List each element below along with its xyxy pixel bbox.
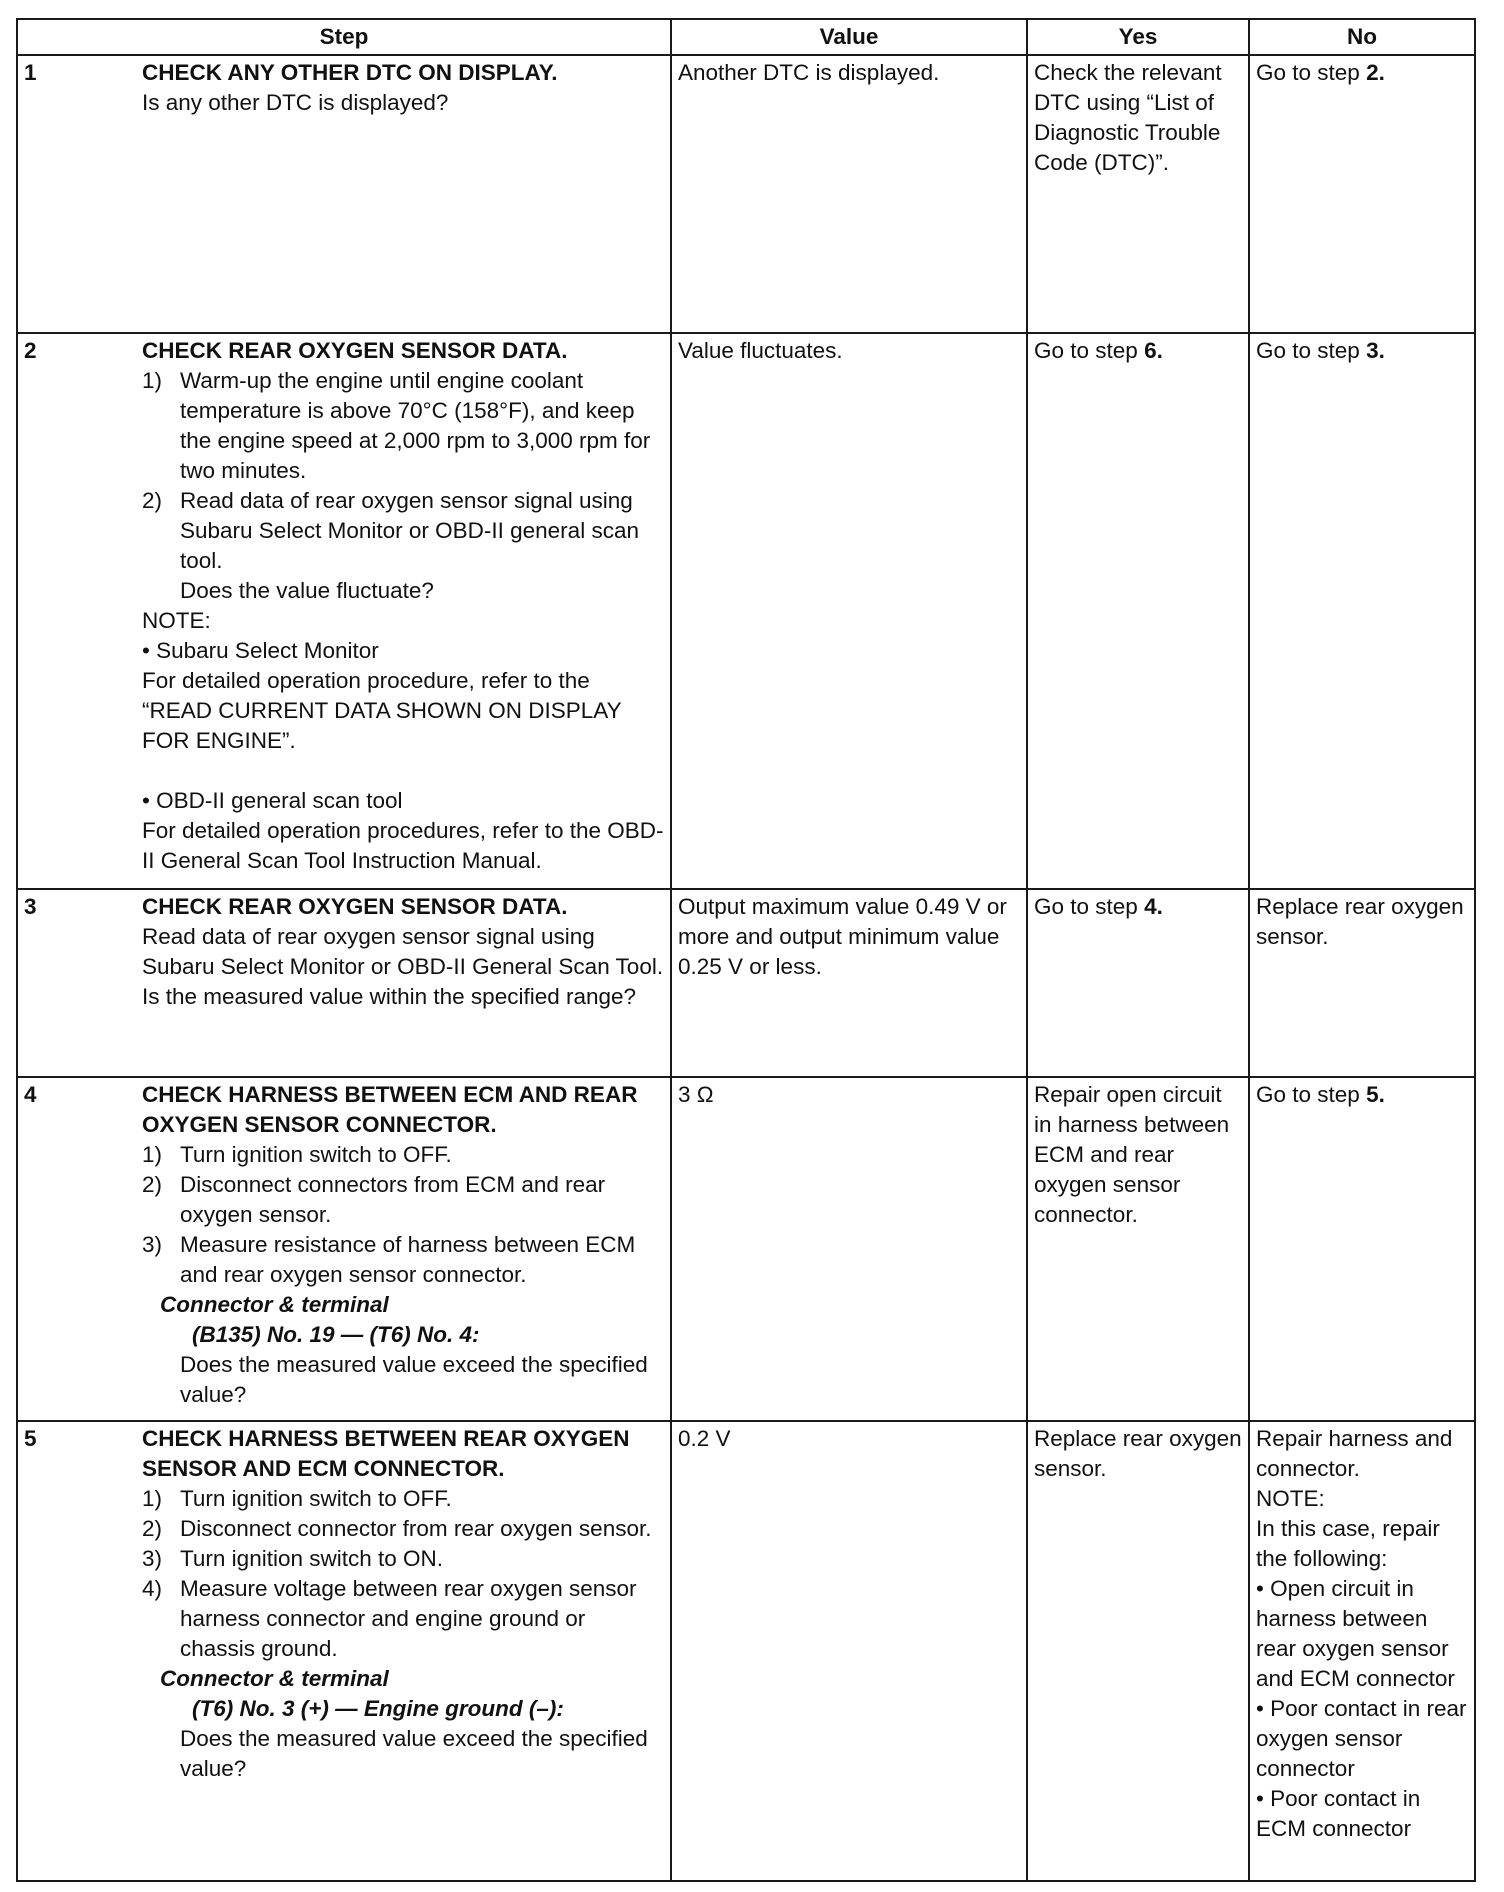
note-bullet: • Open circuit in harness between rear oxygen sensor and ECM connector [1256, 1576, 1455, 1691]
table-row [17, 1077, 1475, 1421]
connector-label: Connector & terminal [160, 1666, 389, 1691]
step-title: CHECK ANY OTHER DTC ON DISPLAY. [142, 60, 558, 85]
list-item: 2) Read data of rear oxygen sensor signal using Subaru Select Monitor or OBD-II general scan tool. [142, 488, 639, 573]
yes-step: 4. [1144, 894, 1163, 919]
list-item: 1) Turn ignition switch to OFF. [142, 1486, 452, 1511]
yes-cell: Go to step 6. [1027, 333, 1249, 889]
connector-value: (T6) No. 3 (+) — Engine ground (–): [192, 1696, 564, 1721]
note-bullet: • Poor contact in ECM connector [1256, 1786, 1421, 1841]
connector-value: (B135) No. 19 — (T6) No. 4: [192, 1322, 480, 1347]
yes-cell: Check the relevant DTC using “List of Diagnostic Trouble Code (DTC)”. [1027, 55, 1249, 333]
table-row [17, 333, 1475, 889]
table-row [17, 889, 1475, 1077]
yes-step: 6. [1144, 338, 1163, 363]
table-row [17, 55, 1475, 333]
note-text: For detailed operation procedures, refer to the OBD-II General Scan Tool Instruction Manual. [142, 818, 664, 873]
step-cell [17, 55, 671, 333]
note-title: • OBD-II general scan tool [142, 788, 403, 813]
list-item: 1) Warm-up the engine until engine coolant temperature is above 70°C (158°F), and keep the engine speed at 2,000 rpm to 3,000 rpm for two minutes. [142, 368, 651, 483]
note-block [24, 606, 664, 876]
header-row [17, 19, 1475, 55]
note-title: • Subaru Select Monitor [142, 638, 379, 663]
step-number: 4 [24, 1082, 37, 1107]
yes-cell: Repair open circuit in harness between ECM and rear oxygen sensor connector. [1027, 1077, 1249, 1421]
yes-cell: Replace rear oxygen sensor. [1027, 1421, 1249, 1881]
step-question: Does the measured value exceed the specified value? [180, 1352, 648, 1407]
step-cell [17, 889, 671, 1077]
list-item: 4) Measure voltage between rear oxygen sensor harness connector and engine ground or chassis ground. [142, 1576, 637, 1661]
step-title: CHECK HARNESS BETWEEN ECM AND REAR OXYGEN SENSOR CONNECTOR. [142, 1082, 638, 1137]
no-main: Repair harness and connector. [1256, 1426, 1453, 1481]
step-number: 3 [24, 894, 37, 919]
step-cell [17, 333, 671, 889]
value-cell: 0.2 V [671, 1421, 1027, 1881]
value-cell: Output maximum value 0.49 V or more and output minimum value 0.25 V or less. [671, 889, 1027, 1077]
list-item: 3) Turn ignition switch to ON. [142, 1546, 444, 1571]
step-text: Read data of rear oxygen sensor signal using Subaru Select Monitor or OBD-II General Scan Tool. [142, 924, 664, 979]
note-text: For detailed operation procedure, refer to the “READ CURRENT DATA SHOWN ON DISPLAY FOR ENGINE”. [142, 668, 622, 753]
no-prefix: Go to step [1256, 60, 1367, 85]
no-cell: Go to step 5. [1249, 1077, 1475, 1421]
header-value: Value [671, 19, 1027, 55]
list-item: 2) Disconnect connector from rear oxygen sensor. [142, 1516, 652, 1541]
step-question: Is the measured value within the specified range? [142, 984, 637, 1009]
no-cell: Replace rear oxygen sensor. [1249, 889, 1475, 1077]
table-row [17, 1421, 1475, 1881]
no-cell [1249, 55, 1475, 333]
no-step: 5. [1366, 1082, 1385, 1107]
list-item: 2) Disconnect connectors from ECM and rear oxygen sensor. [142, 1172, 606, 1227]
header-step: Step [17, 19, 671, 55]
step-number: 5 [24, 1426, 37, 1451]
header-yes: Yes [1027, 19, 1249, 55]
no-cell: Go to step 3. [1249, 333, 1475, 889]
no-cell [1249, 1421, 1475, 1881]
step-question: Is any other DTC is displayed? [142, 90, 449, 115]
step-cell [17, 1421, 671, 1881]
note-label: NOTE: [1256, 1486, 1325, 1511]
note-bullet: • Poor contact in rear oxygen sensor connector [1256, 1696, 1467, 1781]
step-title: CHECK HARNESS BETWEEN REAR OXYGEN SENSOR AND ECM CONNECTOR. [142, 1426, 630, 1481]
note-label: NOTE: [142, 608, 211, 633]
connector-label: Connector & terminal [160, 1292, 389, 1317]
yes-cell: Go to step 4. [1027, 889, 1249, 1077]
value-cell: Another DTC is displayed. [671, 55, 1027, 333]
header-no: No [1249, 19, 1475, 55]
no-step: 2. [1366, 60, 1385, 85]
step-cell [17, 1077, 671, 1421]
step-title: CHECK REAR OXYGEN SENSOR DATA. [142, 894, 568, 919]
list-item: 3) Measure resistance of harness between ECM and rear oxygen sensor connector. [142, 1232, 636, 1287]
step-question: Does the measured value exceed the specified value? [180, 1726, 648, 1781]
step-question: Does the value fluctuate? [180, 578, 434, 603]
list-item: 1) Turn ignition switch to OFF. [142, 1142, 452, 1167]
value-cell: 3 Ω [671, 1077, 1027, 1421]
note-text: In this case, repair the following: [1256, 1516, 1440, 1571]
step-number: 2 [24, 338, 37, 363]
step-number: 1 [24, 60, 37, 85]
diagnostic-table [16, 18, 1476, 1882]
step-title: CHECK REAR OXYGEN SENSOR DATA. [142, 338, 568, 363]
no-step: 3. [1366, 338, 1385, 363]
value-cell: Value fluctuates. [671, 333, 1027, 889]
